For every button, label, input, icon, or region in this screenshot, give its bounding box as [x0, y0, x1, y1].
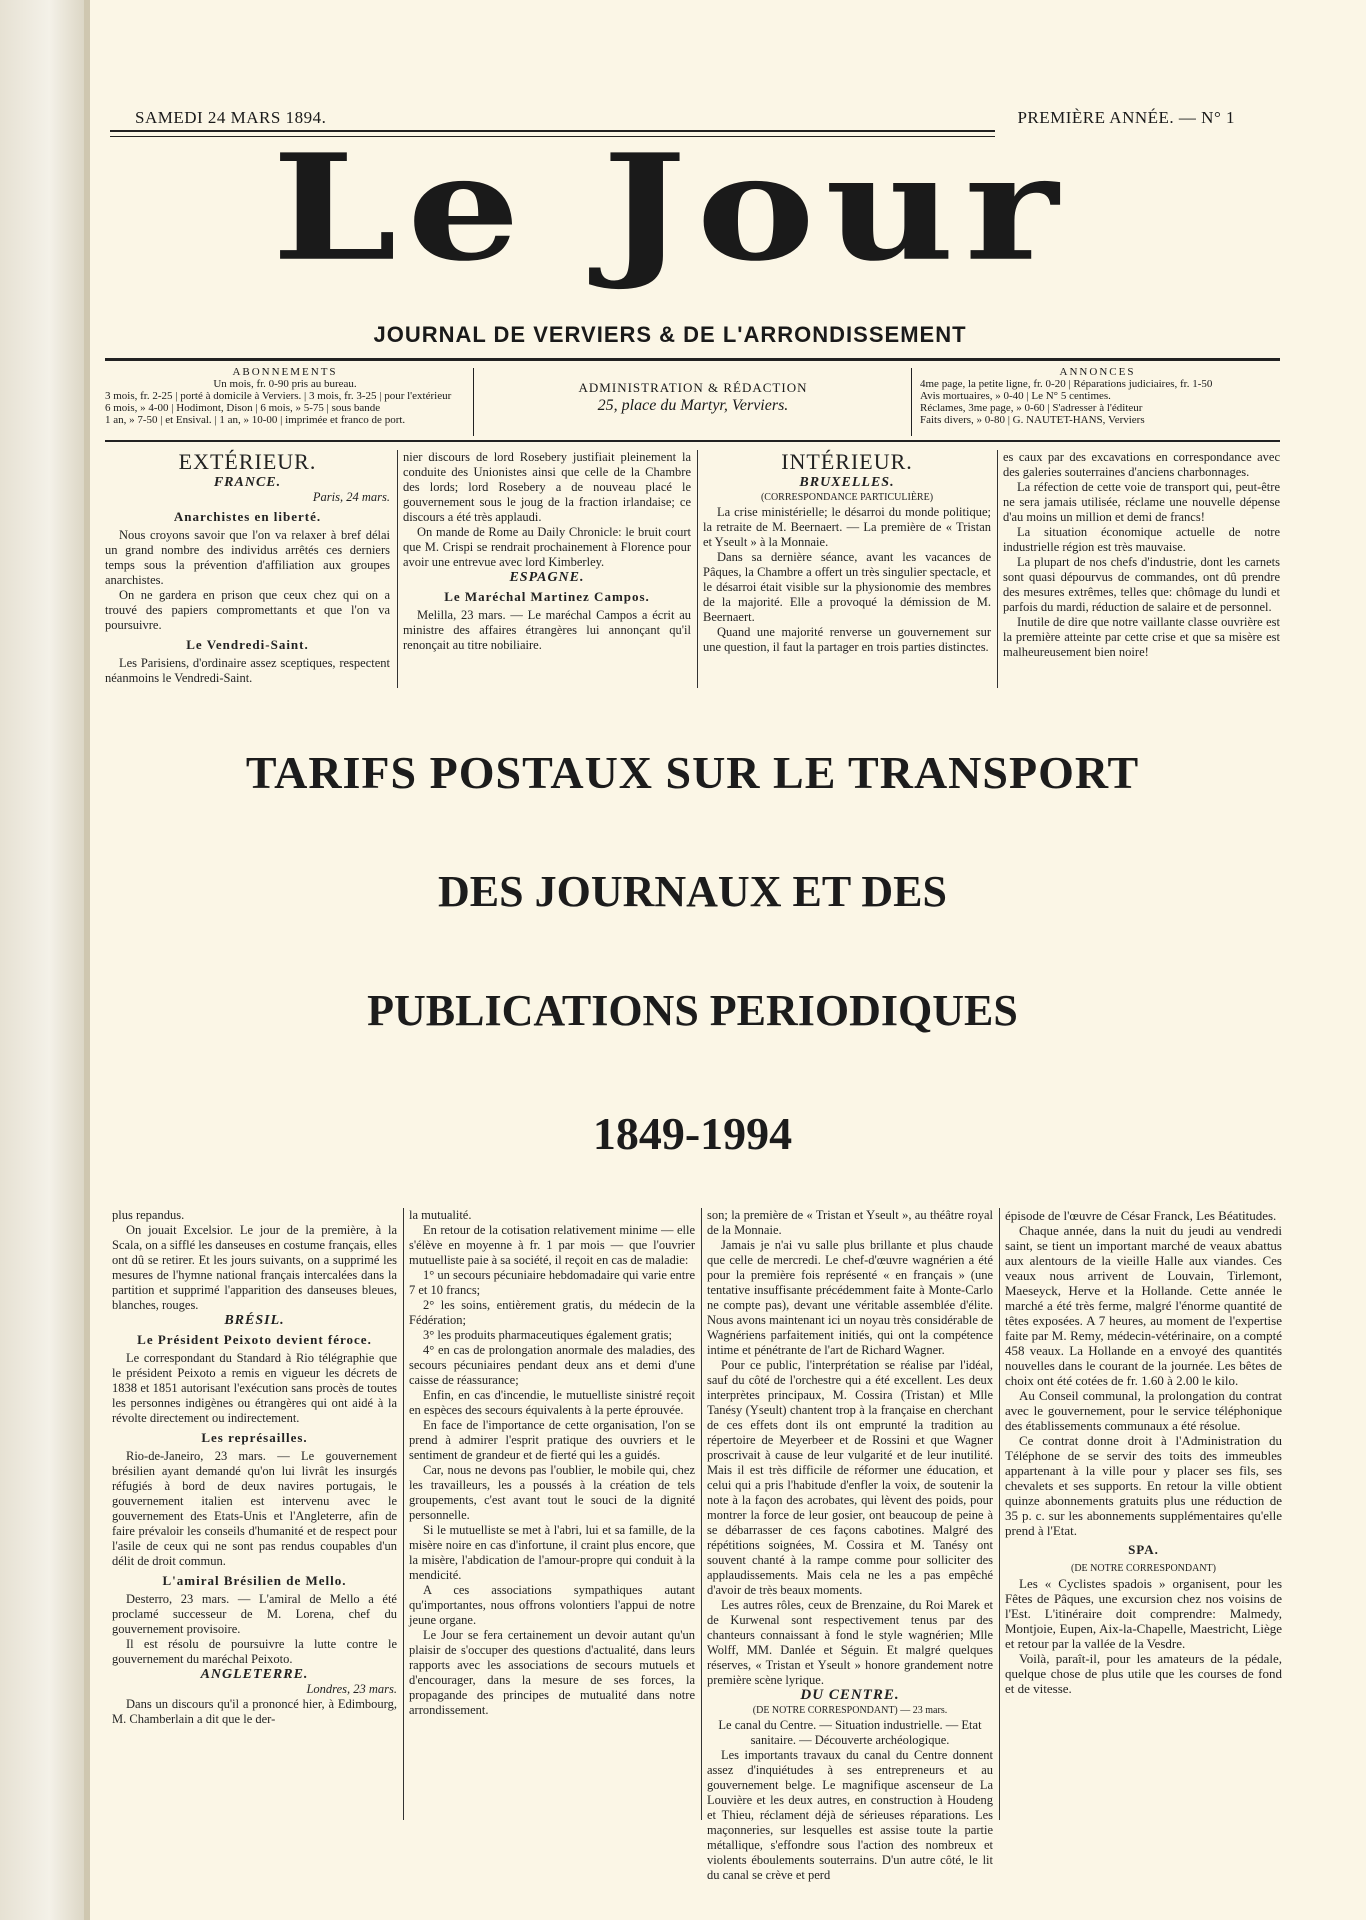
column-separator	[999, 1208, 1000, 1820]
article-paragraph: Il est résolu de poursuivre la lutte contre le gouvernement du maréchal Peixoto.	[112, 1637, 397, 1666]
book-spine	[0, 0, 90, 1920]
book-title-line: TARIFS POSTAUX SUR LE TRANSPORT	[245, 747, 1140, 798]
article-paragraph: Pour ce public, l'interprétation se réalise par l'idéal, sauf du côté de l'orchestre qui a été excellent. Les deux interprètes principaux, M. Cossira (Tristan) et Mlle Tanésy (Yseult) chantent trop à la française en cherchant de ces effets dont ils ont emprunté la tradition au répertoire de Meyerbeer et de Rossini et que Wagner proscrivait à cause de leur vulgarité et de leur inutilité. Mais il est très difficile de réformer une éducation, et celui qui a pris l'habitude d'enfler la voix, de soutenir la note à la façon des acrobates, qui lèvent des poids, pour montrer la force de leur gosier, ont beaucoup de peine à se débarrasser de ces façons cabotines. Malgré des répétitions soignées, M. Cossira et M. Tanésy ont souvent chanté à la rampe comme pour solliciter des applaudissements. Mais cela ne les a pas empêché d'avoir de très beaux moments.	[707, 1358, 993, 1597]
abonnements-line: Un mois, fr. 0-90 pris au bureau.	[213, 378, 357, 390]
info-separator	[473, 368, 474, 436]
column-separator	[397, 450, 398, 688]
article-paragraph: Dans un discours qu'il a prononcé hier, à Edimbourg, M. Chamberlain a dit que le der-	[112, 1697, 397, 1726]
abonnements-line: 1 an, » 7-50 | et Ensival. | 1 an, » 10-00 | imprimée et franco de port.	[105, 414, 406, 426]
article-paragraph: La réfection de cette voie de transport qui, peut-être ne sera jamais utilisée, réclame une nouvelle dépense d'au moins un million et demi de francs!	[1003, 480, 1280, 524]
column-exterieur	[105, 450, 390, 688]
article-paragraph: Ce contrat donne droit à l'Administration du Téléphone de se servir des toits des immeubles appartenant à la ville pour y placer ses fils, ses chevalets et ses supports. En retour la ville obtient quinze abonnements gratuits plus une réduction de 35 p. c. sur les abonnements supplémentaires qu'elle prend à l'Etat.	[1005, 1433, 1282, 1538]
column-4	[1005, 1208, 1282, 1820]
article-paragraph: 4° en cas de prolongation anormale des maladies, des secours pécuniaires pendant deux ans et demi d'une caisse de réassurance;	[409, 1343, 695, 1387]
article-paragraph: Les importants travaux du canal du Centre donnent assez d'inquiétudes à ses entrepreneurs et au gouvernement belge. Le magnifique ascenseur de La Louvière et les deux autres, en construction à Houdeng et Thieu, réclament déjà de sérieuses réparations. Les maçonneries, sur lesquelles est assise toute la partie métallique, s'effondre sous l'action des nombreux et violents éboulements souterrains. D'un autre côté, le lit du canal se crève et perd	[707, 1748, 993, 1882]
book-title-line: PUBLICATIONS PERIODIQUES	[367, 986, 1018, 1035]
column-interieur	[703, 450, 991, 688]
article-paragraph: Nous croyons savoir que l'on va relaxer à bref délai un grand nombre des individus arrêtés ces derniers temps sous la prévention d'affiliation aux groupes anarchistes.	[105, 528, 390, 587]
article-paragraph: Car, nous ne devons pas l'oublier, le mobile qui, chez les travailleurs, les a poussés à la création de tels groupements, c'est avant tout le souci de la dignité personnelle.	[409, 1463, 695, 1522]
article-paragraph: Voilà, paraît-il, pour les amateurs de la pédale, quelque chose de plus utile que les courses de fond et de vitesse.	[1005, 1651, 1282, 1696]
article-paragraph: Chaque année, dans la nuit du jeudi au vendredi saint, se tient un important marché de veaux abattus aux alentours de la vieille Halle aux viandes. Ces veaux nous arrivent de Louvain, Tirlemont, Maeseyck, Herve et la Hollande. Cette année le marché a été très ferme, malgré l'énorme quantité de têtes exposées. A 7 heures, au moment de l'expertise faite par M. Remy, médecin-vétérinaire, on a compté 458 veaux. La Hollande en a envoyé des quantités nouvelles dans le courant de la journée. Les bêtes de choix ont été cotées de fr. 1.60 à 2.00 le kilo.	[1005, 1223, 1282, 1388]
article-paragraph: Si le mutuelliste se met à l'abri, lui et sa famille, de la misère noire en cas d'infortune, il craint plus encore, que la misère, l'abdication de l'amour-propre qui conduit à la mendicité.	[409, 1523, 695, 1582]
abonnements-box	[105, 366, 465, 438]
country-heading: FRANCE.	[213, 475, 282, 490]
correspondence-note: (CORRESPONDANCE PARTICULIÈRE)	[760, 492, 934, 503]
article-paragraph: Les autres rôles, ceux de Brenzaine, du Roi Marek et de Kurwenal sont respectivement tenus par des chanteurs connaissant à fond le style wagnérien; Mlle Wolff, MM. Danlée et Séguin. Et malgré quelques réserves, « Tristan et Yseult » honore grandement notre première scène lyrique.	[707, 1598, 993, 1687]
issue-date: SAMEDI 24 MARS 1894.	[135, 108, 327, 127]
abonnements-line: 3 mois, fr. 2-25 | porté à domicile à Verviers. | 3 mois, fr. 3-25 | pour l'extérieur	[105, 390, 452, 402]
article-paragraph: épisode de l'œuvre de César Franck, Les Béatitudes.	[1005, 1208, 1277, 1223]
issue-number: PREMIÈRE ANNÉE. — N° 1	[1017, 108, 1235, 127]
article-paragraph: En retour de la cotisation relativement minime — elle s'élève en moyenne à fr. 1 par mois — que l'ouvrier mutuelliste paie à sa société, il reçoit en cas de maladie:	[409, 1223, 695, 1267]
article-paragraph: A ces associations sympathiques autant qu'importantes, nous offrons volontiers l'appui de notre jeune organe.	[409, 1583, 695, 1627]
city-heading: BRUXELLES.	[799, 475, 895, 490]
article-headline: L'amiral Brésilien de Mello.	[162, 1573, 347, 1588]
article-paragraph: On mande de Rome au Daily Chronicle: le bruit court que M. Crispi se rendrait prochainement à Florence pour avoir une entrevue avec lord Kimberley.	[403, 525, 691, 569]
article-headline: Le Président Peixoto devient féroce.	[137, 1332, 372, 1347]
dateline: Paris, 24 mars.	[312, 490, 390, 504]
article-paragraph: Desterro, 23 mars. — L'amiral de Mello a été proclamé successeur de M. Lorena, chef du gouvernement provisoire.	[112, 1592, 397, 1636]
article-paragraph: Le Jour se fera certainement un devoir autant qu'un plaisir de s'occuper des questions d'actualité, dans leurs rapports avec les associations de secours mutuels et d'encourager, dans la mesure de ses forces, la propagande des principes de mutualité dans notre arrondissement.	[409, 1628, 695, 1717]
article-paragraph: La situation économique actuelle de notre industrielle région est très mauvaise.	[1003, 525, 1280, 554]
info-separator	[911, 368, 912, 436]
info-bar	[105, 366, 1275, 438]
article-paragraph: la mutualité.	[409, 1208, 472, 1222]
column-3	[707, 1208, 993, 1882]
info-bar-rule	[105, 440, 1280, 442]
article-paragraph: La plupart de nos chefs d'industrie, dont les carnets sont quasi dépourvus de commandes, ont dû prendre des mesures extrêmes, telles que: chômage du lundi et parfois du mardi, réduction de salaire et de personnel.	[1003, 555, 1280, 614]
article-paragraph: Melilla, 23 mars. — Le maréchal Campos a écrit au ministre des affaires étrangères lui annonçant qu'il renonçait au titre nobiliaire.	[403, 608, 691, 652]
article-paragraph: Enfin, en cas d'incendie, le mutuelliste sinistré reçoit en espèces des secours équivalents à la perte éprouvée.	[409, 1388, 695, 1417]
column-1	[112, 1208, 397, 1820]
article-paragraph: es caux par des excavations en correspondance avec des galeries souterraines d'anciens charbonnages.	[1003, 450, 1280, 479]
article-headline: Les représailles.	[201, 1430, 308, 1445]
abonnements-heading: ABONNEMENTS	[232, 366, 338, 378]
administration-address: 25, place du Martyr, Verviers.	[597, 397, 789, 414]
book-title-line: DES JOURNAUX ET DES	[438, 867, 947, 916]
article-headline: Le Vendredi-Saint.	[186, 637, 309, 652]
article-paragraph: Le correspondant du Standard à Rio télégraphie que le président Peixoto a remis en vigueur les décrets de 1838 et 1851 autorisant l'exécution sans procès de toutes les personnes indigènes ou étrangères qui ont aidé à la révolte directement ou indirectement.	[112, 1351, 397, 1425]
masthead-rule-bottom	[105, 358, 1280, 361]
article-paragraph: On ne gardera en prison que ceux chez qui on a trouvé des papiers compromettants et que l'on va poursuivre.	[105, 588, 390, 632]
country-heading: BRÉSIL.	[224, 1313, 285, 1328]
article-paragraph: Quand une majorité renverse un gouvernement sur une question, il faut la partager en trois parties distinctes.	[703, 625, 991, 654]
column-separator	[701, 1208, 702, 1820]
country-heading: ANGLETERRE.	[200, 1667, 309, 1682]
annonces-line: Avis mortuaires, » 0-40 | Le N° 5 centimes.	[920, 390, 1111, 402]
article-paragraph: Les « Cyclistes spadois » organisent, pour les Fêtes de Pâques, une excursion chez nos voisins de l'Est. L'itinéraire doit comprendre: Malmedy, Montjoie, Eupen, Aix-la-Chapelle, Maestricht, Liège et retour par la vallée de la Vesdre.	[1005, 1576, 1282, 1651]
newspaper-logo: Le Jour	[271, 121, 1069, 294]
article-paragraph: son; la première de « Tristan et Yseult », au théâtre royal de la Monnaie.	[707, 1208, 993, 1237]
column-4	[1003, 450, 1280, 688]
article-paragraph: Rio-de-Janeiro, 23 mars. — Le gouvernement brésilien ayant demandé qu'on lui livrât les insurgés réfugiés à bord de deux navires portugais, le gouvernement italien est intervenu avec le gouvernement des Etats-Unis et l'Angleterre, afin de faire prévaloir les conseils d'humanité et de respect pour l'asile de ceux qui ne sont pas rendus coupables d'un délit de droit commun.	[112, 1449, 397, 1568]
abonnements-line: 6 mois, » 4-00 | Hodimont, Dison | 6 mois, » 5-75 | sous bande	[105, 402, 381, 414]
city-heading: SPA.	[1128, 1542, 1159, 1557]
top-columns	[105, 450, 1280, 688]
administration-heading: ADMINISTRATION & RÉDACTION	[578, 380, 808, 395]
article-paragraph: nier discours de lord Rosebery justifiait pleinement la conduite des Unionistes ainsi que celle de la Chambre des lords; lord Rosebery a de nouveau placé le gouvernement sous le joug de la fraction irlandaise; ce discours a été très applaudi.	[403, 450, 691, 524]
column-separator	[403, 1208, 404, 1820]
section-heading: INTÉRIEUR.	[781, 449, 913, 474]
article-headline: Anarchistes en liberté.	[173, 509, 322, 524]
column-2	[409, 1208, 695, 1820]
bottom-columns	[112, 1208, 1282, 1882]
article-paragraph: 1° un secours pécuniaire hebdomadaire qui varie entre 7 et 10 francs;	[409, 1268, 695, 1297]
section-heading: EXTÉRIEUR.	[178, 449, 317, 474]
article-paragraph: plus repandus.	[112, 1208, 185, 1222]
article-paragraph: Dans sa dernière séance, avant les vacances de Pâques, la Chambre a offert un très singulier spectacle, et le désarroi était visible sur la physionomie des membres de la majorité. Elle a provoqué la démission de M. Beernaert.	[703, 550, 991, 624]
country-heading: ESPAGNE.	[509, 570, 585, 585]
annonces-line: Faits divers, » 0-80 | G. NAUTET-HANS, Verviers	[920, 414, 1145, 426]
article-paragraph: En face de l'importance de cette organisation, l'on se prend à admirer l'esprit pratique des ouvriers et le sentiment de grandeur et de fierté qui les a guidés.	[409, 1418, 695, 1462]
annonces-line: Réclames, 3me page, » 0-60 | S'adresser à l'éditeur	[920, 402, 1143, 414]
article-headline: Le Maréchal Martinez Campos.	[444, 589, 650, 604]
article-paragraph: On jouait Excelsior. Le jour de la première, à la Scala, on a sifflé les danseuses en costume français, elles ont dû se retirer. Et les jours suivants, on a supprimé les mesures de l'hymne national français intercalées dans la partition et supprimé l'apparition des danseuses bleues, blanches, rouges.	[112, 1223, 397, 1312]
column-separator	[697, 450, 698, 688]
book-title-years: 1849-1994	[592, 1108, 793, 1159]
article-paragraph: Au Conseil communal, la prolongation du contrat avec le gouvernement, pour le service téléphonique des établissements communaux a été résolue.	[1005, 1388, 1282, 1433]
correspondence-note: (DE NOTRE CORRESPONDANT)	[1071, 1563, 1216, 1574]
column-2	[403, 450, 691, 688]
article-paragraph: 3° les produits pharmaceutiques également gratis;	[423, 1328, 673, 1342]
column-separator	[997, 450, 998, 688]
annonces-box	[920, 366, 1275, 438]
newspaper-subtitle: JOURNAL DE VERVIERS & DE L'ARRONDISSEMENT	[373, 322, 967, 347]
article-paragraph: La crise ministérielle; le désarroi du monde politique; la retraite de M. Beernaert. — La première de « Tristan et Yseult » à la Monnaie.	[703, 505, 991, 549]
annonces-heading: ANNONCES	[1059, 366, 1136, 378]
annonces-line: 4me page, la petite ligne, fr. 0-20 | Réparations judiciaires, fr. 1-50	[920, 378, 1213, 390]
dateline: Londres, 23 mars.	[306, 1682, 397, 1696]
article-paragraph: Les Parisiens, d'ordinaire assez sceptiques, respectent néanmoins le Vendredi-Saint.	[105, 656, 390, 685]
administration-box	[483, 366, 903, 438]
article-paragraph: 2° les soins, entièrement gratis, du médecin de la Fédération;	[409, 1298, 695, 1327]
correspondence-note: (DE NOTRE CORRESPONDANT) — 23 mars.	[752, 1705, 948, 1716]
article-paragraph: Jamais je n'ai vu salle plus brillante et plus chaude que celle de mercredi. Le chef-d'œuvre wagnérien a été pour la première fois représenté « en français » (une tentative insuffisante précédemment faite à Monte-Carlo ne compte pas), devant une véritable assemblée d'élite. Nous avons maintenant ici un noyau très considérable de Wagnériens parfaitement initiés, qui ont la compétence intime et pénétrante de l'art de Richard Wagner.	[707, 1238, 993, 1357]
section-heading: DU CENTRE.	[800, 1687, 900, 1703]
article-summary: Le canal du Centre. — Situation industrielle. — Etat sanitaire. — Découverte archéologique.	[718, 1718, 982, 1747]
article-paragraph: Inutile de dire que notre vaillante classe ouvrière est la première atteinte par cette crise et que sa misère est malheureusement bien noire!	[1003, 615, 1280, 659]
